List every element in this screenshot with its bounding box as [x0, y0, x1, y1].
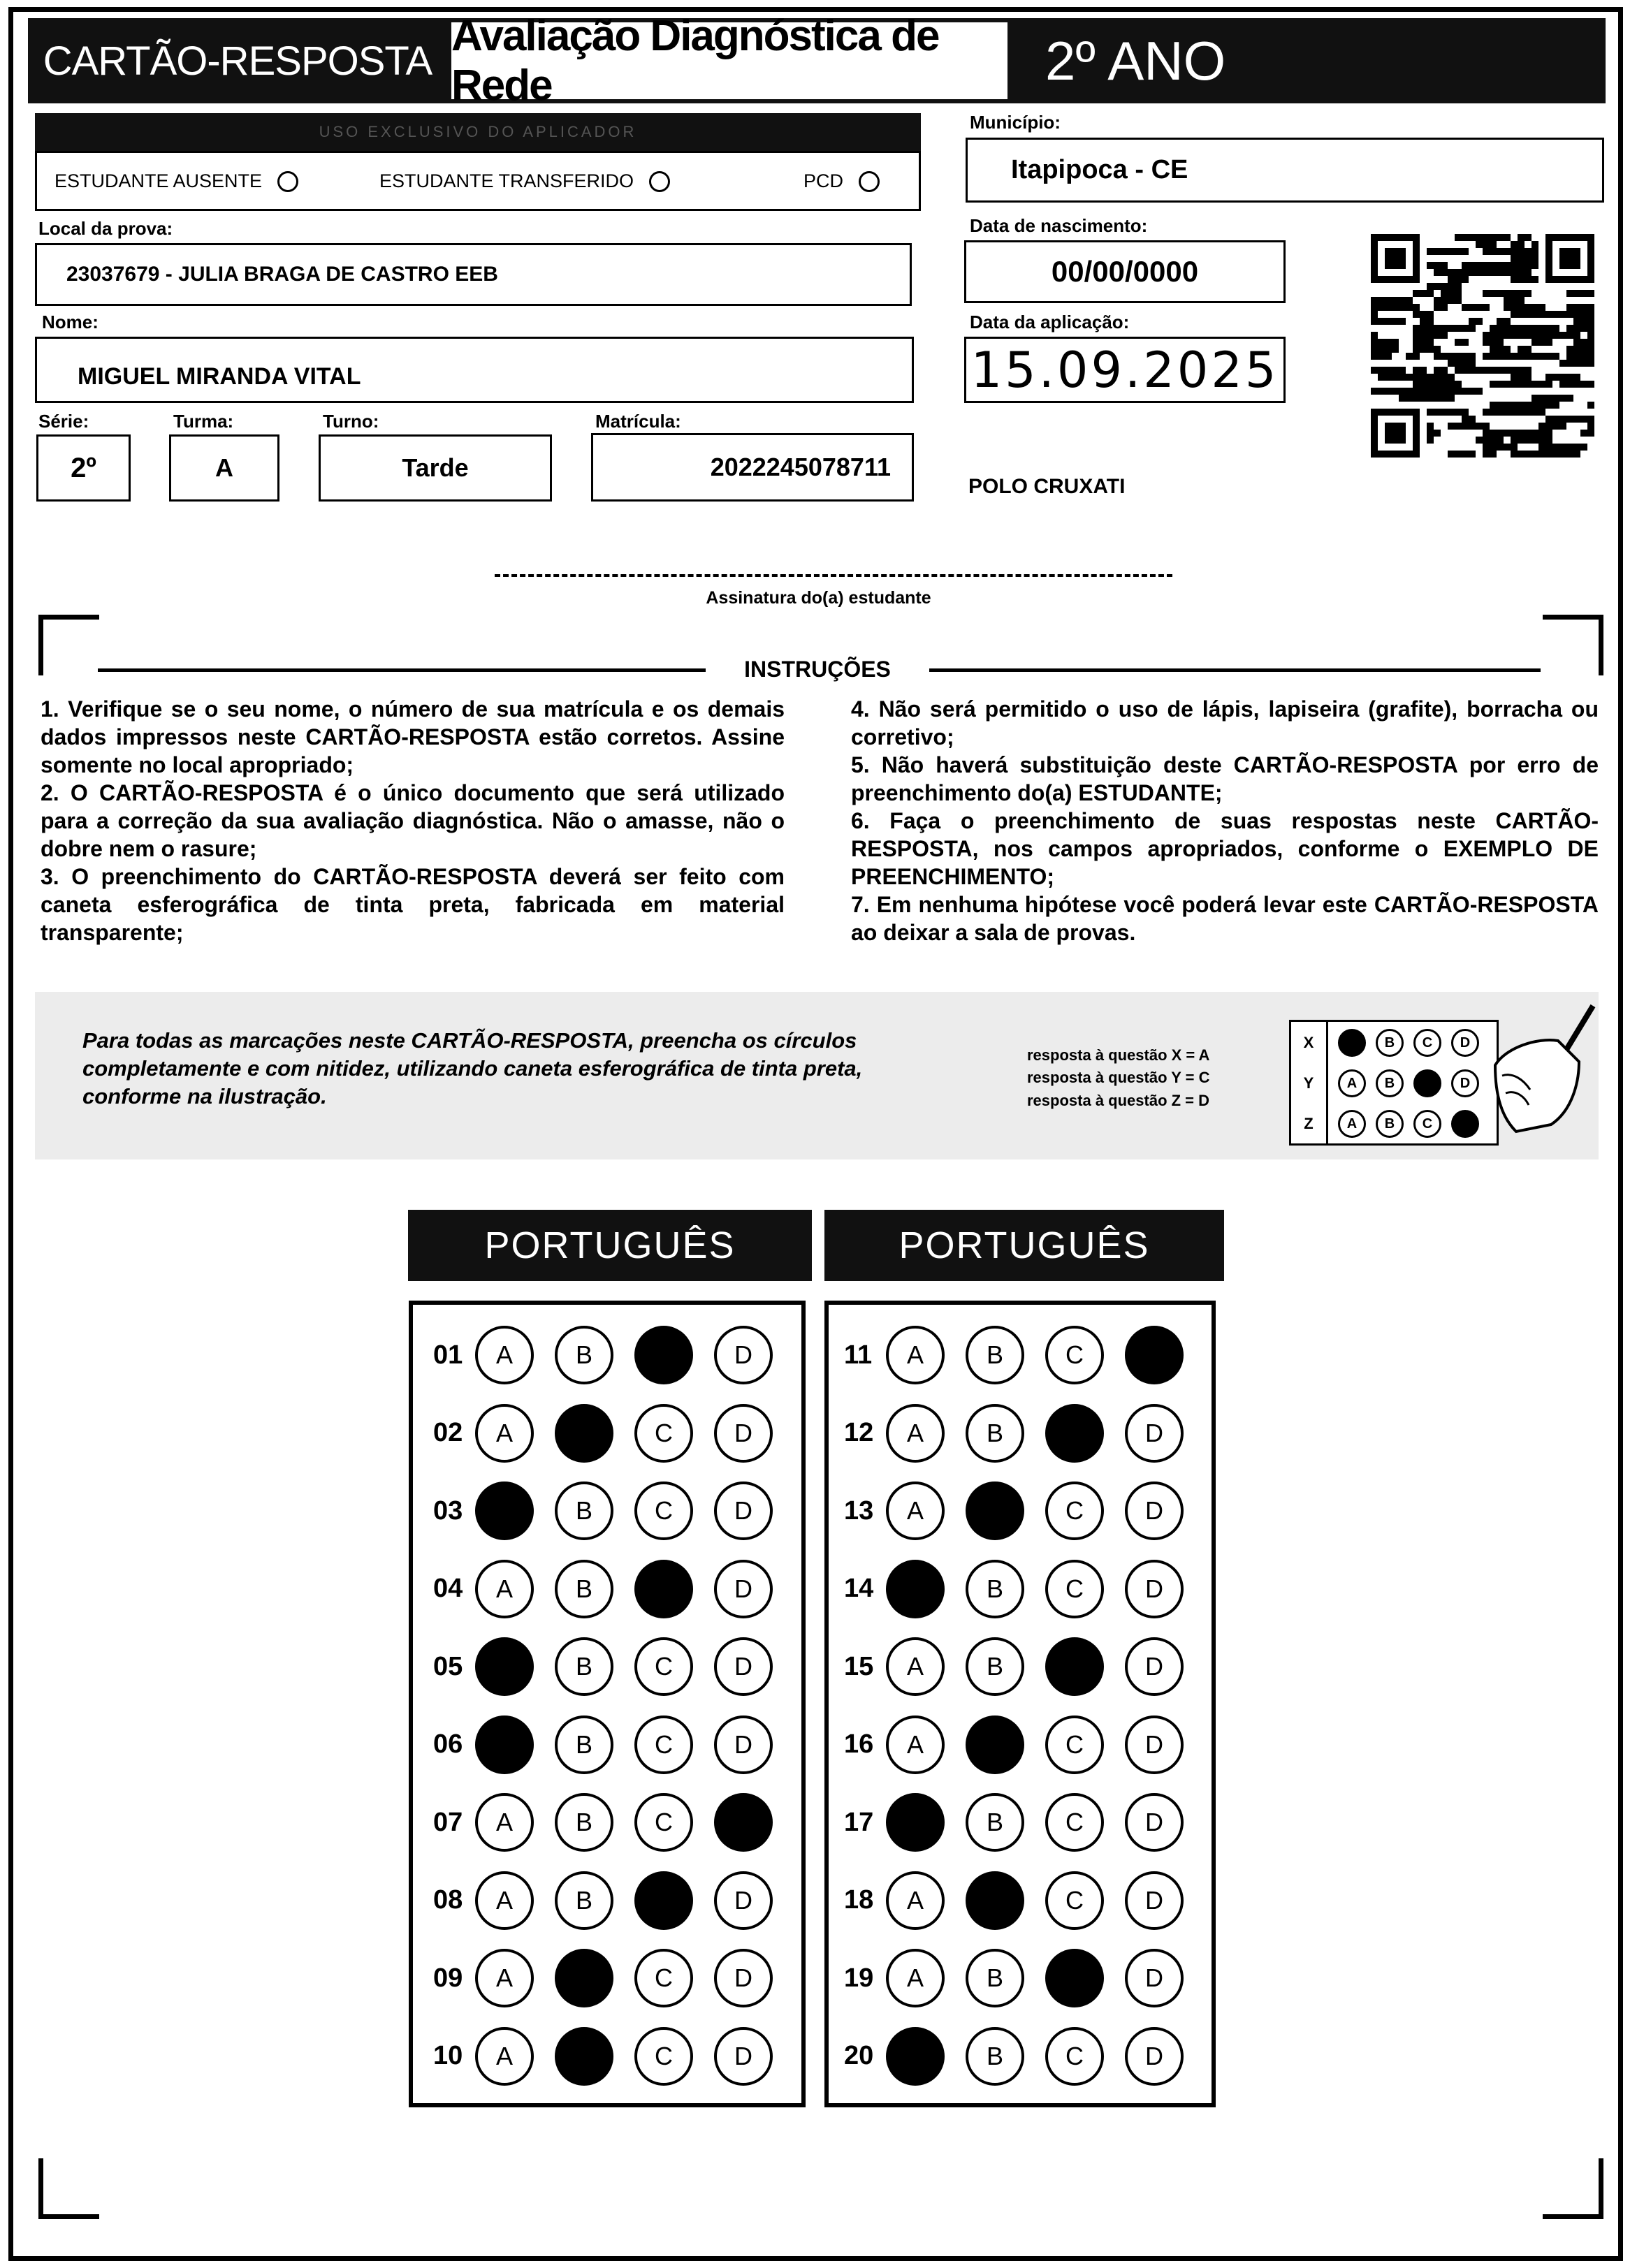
- question-number: 06: [433, 1729, 463, 1759]
- bubble-06-a-filled[interactable]: A: [475, 1715, 534, 1774]
- answer-row-05: [433, 1637, 794, 1696]
- bubble-08-d[interactable]: D: [714, 1871, 773, 1930]
- absent-circle[interactable]: [277, 171, 298, 192]
- question-number: 02: [433, 1418, 463, 1447]
- question-number: 09: [433, 1963, 463, 1993]
- bubble-15-c-filled[interactable]: C: [1045, 1637, 1104, 1696]
- bubble-15-d[interactable]: D: [1125, 1637, 1184, 1696]
- example-row-x: [1291, 1022, 1497, 1064]
- example-bubble-a: A: [1338, 1069, 1366, 1097]
- bubble-14-a-filled[interactable]: A: [886, 1560, 945, 1618]
- answer-row-07: [433, 1793, 794, 1852]
- municipio-label: Município:: [970, 112, 1061, 133]
- question-number: 07: [433, 1807, 463, 1837]
- pcd-option[interactable]: [803, 170, 880, 192]
- answer-row-19: [844, 1949, 1205, 2007]
- corner-mark-bottom-left: [38, 2158, 99, 2219]
- pcd-circle[interactable]: [859, 171, 880, 192]
- bubble-17-d[interactable]: D: [1125, 1793, 1184, 1852]
- bubble-02-d[interactable]: D: [714, 1404, 773, 1463]
- matricula-field: 2022245078711: [591, 433, 914, 502]
- turma-label: Turma:: [173, 411, 234, 432]
- question-number: 14: [844, 1574, 874, 1603]
- bubble-19-d[interactable]: D: [1125, 1949, 1184, 2007]
- question-number: 16: [844, 1729, 874, 1759]
- turma-field: A: [169, 434, 279, 502]
- question-number: 08: [433, 1885, 463, 1915]
- example-bubble-b: B: [1376, 1029, 1404, 1057]
- serie-label: Série:: [38, 411, 89, 432]
- answer-row-17: [844, 1793, 1205, 1852]
- example-grid: [1289, 1020, 1499, 1146]
- transferred-option[interactable]: [379, 170, 670, 192]
- hand-pen-icon: [1474, 999, 1607, 1139]
- bubble-06-b[interactable]: B: [555, 1715, 613, 1774]
- subject-header-1: PORTUGUÊS: [408, 1210, 812, 1281]
- question-number: 04: [433, 1574, 463, 1603]
- example-row-label: Y: [1291, 1062, 1328, 1104]
- instruction-4: 4. Não será permitido o uso de lápis, lapiseira (grafite), borracha ou corretivo;: [851, 696, 1599, 749]
- bubble-09-c[interactable]: C: [634, 1949, 693, 2007]
- transferred-label: ESTUDANTE TRANSFERIDO: [379, 170, 634, 191]
- bubble-10-a[interactable]: A: [475, 2027, 534, 2086]
- answer-row-14: [844, 1560, 1205, 1618]
- polo-label: POLO CRUXATI: [968, 475, 1126, 498]
- bubble-14-c[interactable]: C: [1045, 1560, 1104, 1618]
- answer-row-04: [433, 1560, 794, 1618]
- bubble-20-d[interactable]: D: [1125, 2027, 1184, 2086]
- bubble-17-c[interactable]: C: [1045, 1793, 1104, 1852]
- example-bubble-a: A: [1338, 1029, 1366, 1057]
- absent-option[interactable]: [54, 170, 298, 192]
- example-row-z: [1291, 1103, 1497, 1145]
- bubble-02-c[interactable]: C: [634, 1404, 693, 1463]
- instruction-2: 2. O CARTÃO-RESPOSTA é o único documento que será utilizado para a correção da sua avaliação diagnóstica. Não o amasse, não o dobre nem o rasure;: [41, 780, 785, 861]
- bubble-07-d-filled[interactable]: D: [714, 1793, 773, 1852]
- bubble-05-d[interactable]: D: [714, 1637, 773, 1696]
- instruction-6: 6. Faça o preenchimento de suas respostas neste CARTÃO-RESPOSTA, nos campos apropriados, conforme o EXEMPLO DE PREENCHIMENTO;: [851, 808, 1599, 889]
- aplicacao-field: 15.09.2025: [964, 337, 1286, 403]
- answer-row-20: [844, 2027, 1205, 2086]
- nome-label: Nome:: [42, 312, 99, 332]
- bubble-05-b[interactable]: B: [555, 1637, 613, 1696]
- bubble-01-d[interactable]: D: [714, 1326, 773, 1384]
- bubble-19-c-filled[interactable]: C: [1045, 1949, 1104, 2007]
- example-row-label: Z: [1291, 1103, 1328, 1145]
- bubble-18-a[interactable]: A: [886, 1871, 945, 1930]
- bubble-20-b[interactable]: B: [966, 2027, 1024, 2086]
- bubble-11-c[interactable]: C: [1045, 1326, 1104, 1384]
- fill-example-text: Para todas as marcações neste CARTÃO-RESPOSTA, preencha os círculos completamente e com nitidez, utilizando caneta esferográfica de tinta preta, conforme na ilustração.: [82, 1028, 863, 1109]
- bubble-16-d[interactable]: D: [1125, 1715, 1184, 1774]
- question-number: 01: [433, 1340, 463, 1370]
- answer-row-09: [433, 1949, 794, 2007]
- bubble-14-b[interactable]: B: [966, 1560, 1024, 1618]
- bubble-07-c[interactable]: C: [634, 1793, 693, 1852]
- bubble-14-d[interactable]: D: [1125, 1560, 1184, 1618]
- question-number: 12: [844, 1418, 874, 1447]
- answer-row-16: [844, 1715, 1205, 1774]
- bubble-19-a[interactable]: A: [886, 1949, 945, 2007]
- bubble-06-d[interactable]: D: [714, 1715, 773, 1774]
- bubble-15-a[interactable]: A: [886, 1637, 945, 1696]
- bubble-18-d[interactable]: D: [1125, 1871, 1184, 1930]
- bubble-16-a[interactable]: A: [886, 1715, 945, 1774]
- bubble-12-a[interactable]: A: [886, 1404, 945, 1463]
- transferred-circle[interactable]: [649, 171, 670, 192]
- question-number: 18: [844, 1885, 874, 1915]
- bubble-16-b-filled[interactable]: B: [966, 1715, 1024, 1774]
- exam-title: Avaliação Diagnóstica de Rede: [447, 18, 1012, 103]
- signature-line: [495, 574, 1172, 577]
- answer-row-10: [433, 2027, 794, 2086]
- answer-row-13: [844, 1481, 1205, 1540]
- matricula-label: Matrícula:: [595, 411, 681, 432]
- instructions-rule-right: [929, 668, 1541, 672]
- corner-mark-bottom-right: [1543, 2158, 1603, 2219]
- example-bubble-a: A: [1338, 1110, 1366, 1138]
- admin-use-bar: USO EXCLUSIVO DO APLICADOR: [35, 113, 921, 151]
- bubble-01-a[interactable]: A: [475, 1326, 534, 1384]
- example-legend-z: resposta à questão Z = D: [1027, 1092, 1210, 1109]
- example-bubble-d: D: [1451, 1069, 1479, 1097]
- question-number: 11: [844, 1340, 873, 1370]
- bubble-03-d[interactable]: D: [714, 1481, 773, 1540]
- question-number: 10: [433, 2041, 463, 2070]
- bubble-01-c-filled[interactable]: C: [634, 1326, 693, 1384]
- bubble-13-c[interactable]: C: [1045, 1481, 1104, 1540]
- bubble-09-b-filled[interactable]: B: [555, 1949, 613, 2007]
- bubble-07-b[interactable]: B: [555, 1793, 613, 1852]
- question-number: 15: [844, 1651, 874, 1681]
- answer-row-03: [433, 1481, 794, 1540]
- example-bubble-c: C: [1413, 1029, 1441, 1057]
- local-field: 23037679 - JULIA BRAGA DE CASTRO EEB: [35, 243, 912, 306]
- instructions-title: INSTRUÇÕES: [744, 657, 891, 682]
- bubble-02-a[interactable]: A: [475, 1404, 534, 1463]
- bubble-13-b-filled[interactable]: B: [966, 1481, 1024, 1540]
- bubble-08-a[interactable]: A: [475, 1871, 534, 1930]
- bubble-10-d[interactable]: D: [714, 2027, 773, 2086]
- answer-row-18: [844, 1871, 1205, 1930]
- municipio-field: Itapipoca - CE: [966, 138, 1604, 203]
- example-row-label: X: [1291, 1022, 1328, 1064]
- example-legend-y: resposta à questão Y = C: [1027, 1069, 1210, 1086]
- bubble-12-b[interactable]: B: [966, 1404, 1024, 1463]
- bubble-09-d[interactable]: D: [714, 1949, 773, 2007]
- answer-row-11: [844, 1326, 1205, 1384]
- grade-title: 2º ANO: [1012, 18, 1606, 103]
- answer-row-15: [844, 1637, 1205, 1696]
- nome-field: MIGUEL MIRANDA VITAL: [35, 337, 914, 403]
- signature-label: Assinatura do(a) estudante: [706, 588, 931, 608]
- answer-row-08: [433, 1871, 794, 1930]
- qr-code-icon: [1371, 234, 1594, 458]
- bubble-10-b-filled[interactable]: B: [555, 2027, 613, 2086]
- bubble-03-a-filled[interactable]: A: [475, 1481, 534, 1540]
- corner-mark-top-right: [1543, 615, 1603, 675]
- question-number: 19: [844, 1963, 874, 1993]
- absent-label: ESTUDANTE AUSENTE: [54, 170, 263, 191]
- question-number: 05: [433, 1651, 463, 1681]
- nascimento-label: Data de nascimento:: [970, 215, 1148, 236]
- example-bubble-d: D: [1451, 1029, 1479, 1057]
- example-legend-x: resposta à questão X = A: [1027, 1046, 1210, 1064]
- answer-row-02: [433, 1404, 794, 1463]
- bubble-02-b-filled[interactable]: B: [555, 1404, 613, 1463]
- bubble-03-b[interactable]: B: [555, 1481, 613, 1540]
- instruction-7: 7. Em nenhuma hipótese você poderá levar este CARTÃO-RESPOSTA ao deixar a sala de provas.: [851, 892, 1599, 945]
- bubble-03-c[interactable]: C: [634, 1481, 693, 1540]
- card-title: CARTÃO-RESPOSTA: [28, 18, 447, 103]
- bubble-07-a[interactable]: A: [475, 1793, 534, 1852]
- pcd-label: PCD: [803, 170, 844, 191]
- question-number: 17: [844, 1807, 874, 1837]
- question-number: 20: [844, 2041, 874, 2070]
- turno-label: Turno:: [323, 411, 379, 432]
- example-bubble-b: B: [1376, 1069, 1404, 1097]
- bubble-18-c[interactable]: C: [1045, 1871, 1104, 1930]
- instruction-5: 5. Não haverá substituição deste CARTÃO-RESPOSTA por erro de preenchimento do(a) ESTUDANTE;: [851, 752, 1599, 805]
- instructions-rule-left: [98, 668, 706, 672]
- subject-header-2: PORTUGUÊS: [824, 1210, 1224, 1281]
- bubble-12-c-filled[interactable]: C: [1045, 1404, 1104, 1463]
- question-number: 13: [844, 1495, 874, 1526]
- bubble-17-a-filled[interactable]: A: [886, 1793, 945, 1852]
- bubble-05-a-filled[interactable]: A: [475, 1637, 534, 1696]
- answer-row-06: [433, 1715, 794, 1774]
- bubble-18-b-filled[interactable]: B: [966, 1871, 1024, 1930]
- instructions-right: [851, 695, 1599, 946]
- example-bubble-b: B: [1376, 1110, 1404, 1138]
- corner-mark-top-left: [38, 615, 99, 675]
- bubble-11-a[interactable]: A: [886, 1326, 945, 1384]
- turno-field: Tarde: [319, 434, 552, 502]
- bubble-10-c[interactable]: C: [634, 2027, 693, 2086]
- bubble-04-b[interactable]: B: [555, 1560, 613, 1618]
- instruction-3: 3. O preenchimento do CARTÃO-RESPOSTA deverá ser feito com caneta esferográfica de tinta preta, fabricada em material transparente;: [41, 864, 785, 945]
- bubble-04-d[interactable]: D: [714, 1560, 773, 1618]
- local-label: Local da prova:: [38, 218, 173, 239]
- bubble-15-b[interactable]: B: [966, 1637, 1024, 1696]
- nascimento-field: 00/00/0000: [964, 240, 1286, 303]
- serie-field: 2º: [36, 434, 131, 502]
- bubble-13-a[interactable]: A: [886, 1481, 945, 1540]
- bubble-05-c[interactable]: C: [634, 1637, 693, 1696]
- bubble-08-c-filled[interactable]: C: [634, 1871, 693, 1930]
- bubble-16-c[interactable]: C: [1045, 1715, 1104, 1774]
- bubble-04-a[interactable]: A: [475, 1560, 534, 1618]
- answer-row-12: [844, 1404, 1205, 1463]
- bubble-12-d[interactable]: D: [1125, 1404, 1184, 1463]
- bubble-11-b[interactable]: B: [966, 1326, 1024, 1384]
- bubble-20-c[interactable]: C: [1045, 2027, 1104, 2086]
- bubble-06-c[interactable]: C: [634, 1715, 693, 1774]
- aplicacao-label: Data da aplicação:: [970, 312, 1130, 332]
- bubble-13-d[interactable]: D: [1125, 1481, 1184, 1540]
- example-bubble-c: C: [1413, 1069, 1441, 1097]
- question-number: 03: [433, 1495, 463, 1526]
- bubble-08-b[interactable]: B: [555, 1871, 613, 1930]
- bubble-11-d-filled[interactable]: D: [1125, 1326, 1184, 1384]
- instruction-1: 1. Verifique se o seu nome, o número de sua matrícula e os demais dados impressos neste CARTÃO-RESPOSTA estão corretos. Assine somente no local apropriado;: [41, 696, 785, 777]
- bubble-09-a[interactable]: A: [475, 1949, 534, 2007]
- bubble-04-c-filled[interactable]: C: [634, 1560, 693, 1618]
- answer-row-01: [433, 1326, 794, 1384]
- example-bubble-c: C: [1413, 1110, 1441, 1138]
- example-bubble-d: D: [1451, 1110, 1479, 1138]
- instructions-left: [41, 695, 785, 946]
- example-row-y: [1291, 1062, 1497, 1104]
- bubble-17-b[interactable]: B: [966, 1793, 1024, 1852]
- bubble-01-b[interactable]: B: [555, 1326, 613, 1384]
- bubble-19-b[interactable]: B: [966, 1949, 1024, 2007]
- bubble-20-a-filled[interactable]: A: [886, 2027, 945, 2086]
